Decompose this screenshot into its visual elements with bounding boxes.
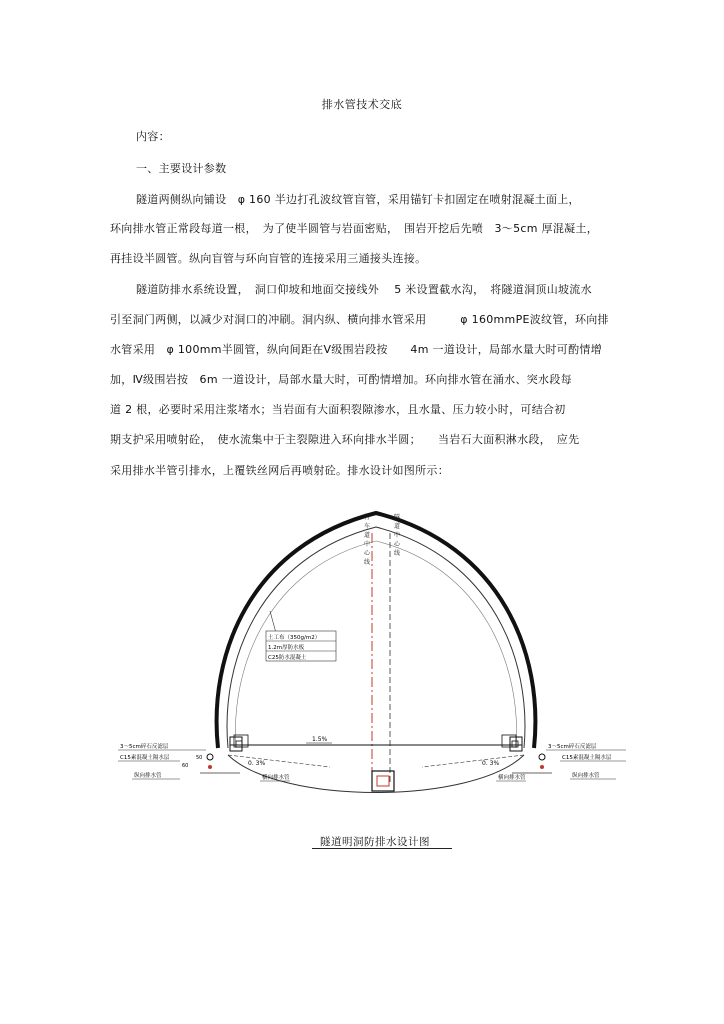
left-slope-label: 0. 3% bbox=[248, 760, 266, 767]
paragraph-line: 道 2 根，必要时采用注浆堵水；当岩面有大面积裂隙渗水，且水量、压力较小时，可结合初 bbox=[110, 403, 566, 416]
left-longitudinal-pipe bbox=[207, 754, 213, 760]
right-gravel-label: 3～5cm碎石反滤层 bbox=[548, 744, 597, 750]
figure-caption: 隧道明洞防排水设计图 bbox=[320, 836, 430, 848]
left-pipe-marker bbox=[208, 765, 212, 769]
label-char: 线 bbox=[394, 550, 401, 557]
paragraph-line: 期支护采用喷射砼， 使水流集中于主裂隙进入环向排水半圆； 当岩石大面积淋水段， 应先 bbox=[110, 433, 580, 446]
layer-label: C25防水混凝土 bbox=[268, 655, 307, 661]
label-char: 中 bbox=[394, 532, 401, 539]
tunnel-drainage-diagram bbox=[110, 505, 630, 850]
label-char: 心 bbox=[364, 550, 371, 557]
tunnel-cross-section bbox=[110, 505, 630, 850]
paragraph-line: 再挂设半圆管。纵向盲管与环向盲管的连接采用三通接头连接。 bbox=[110, 252, 427, 265]
cross-pipe-right-label: 横向排水管 bbox=[498, 775, 526, 781]
paragraph-line: 引至洞门两侧，以减少对洞口的冲刷。洞内纵、横向排水管采用 φ 160mmPE波纹管，环向排 bbox=[110, 313, 609, 326]
layer-label: 土工布（350g/m2） bbox=[268, 635, 321, 641]
caption-underline bbox=[312, 848, 452, 849]
center-drain-pit bbox=[372, 771, 394, 791]
lane-center-label bbox=[364, 513, 371, 566]
cross-pipe-left-label: 横向排水管 bbox=[262, 775, 290, 781]
label-char: 中 bbox=[364, 541, 371, 548]
left-gravel-label: 3～5cm碎石反滤层 bbox=[120, 744, 169, 750]
right-slope-label: 0. 3% bbox=[482, 760, 500, 767]
invert-curve bbox=[228, 755, 524, 793]
paragraph-line: 隧道防排水系统设置， 洞口仰坡和地面交接线外 5 米设置截水沟， 将隧道洞顶山坡流水 bbox=[136, 283, 592, 296]
layer-callout bbox=[266, 611, 336, 661]
right-pipe-label: 纵向排水管 bbox=[572, 773, 600, 779]
outer-lining-arch bbox=[217, 513, 536, 748]
paragraph-line: 加，Ⅳ级围岩按 6m 一道设计，局部水量大时，可酌情增加。环向排水管在涌水、突水段每 bbox=[110, 373, 572, 386]
dim-60-label: 60 bbox=[182, 763, 189, 769]
label-char: 车 bbox=[364, 523, 371, 530]
label-char: 道 bbox=[364, 532, 371, 539]
left-concrete-label: C15素混凝土隔水层 bbox=[120, 755, 170, 761]
dim-50-label: 50 bbox=[196, 755, 203, 761]
right-longitudinal-pipe bbox=[539, 754, 545, 760]
paragraph-line: 环向排水管正常段每道一根， 为了使半圆管与岩面密贴， 围岩开挖后先喷 3～5cm 厚混凝土， bbox=[110, 222, 599, 235]
label-char: 隧 bbox=[394, 514, 401, 521]
paragraph-line: 采用排水半管引排水，上覆铁丝网后再喷射砼。排水设计如图所示： bbox=[110, 464, 449, 477]
road-slope-label: 1.5% bbox=[312, 736, 328, 743]
label-char: 行 bbox=[364, 514, 371, 521]
content-label: 内容： bbox=[136, 130, 170, 143]
label-char: 心 bbox=[394, 541, 401, 548]
section-heading: 一、主要设计参数 bbox=[136, 162, 227, 175]
document-title: 排水管技术交底 bbox=[321, 98, 403, 111]
paragraph-line: 水管采用 φ 100mm半圆管，纵向间距在Ⅴ级围岩段按 4m 一道设计，局部水量大时可酌情增 bbox=[110, 343, 603, 356]
label-char: 线 bbox=[364, 559, 371, 566]
tunnel-center-label bbox=[394, 513, 401, 557]
left-pipe-label: 纵向排水管 bbox=[134, 773, 162, 779]
right-concrete-label: C15素混凝土隔水层 bbox=[562, 755, 612, 761]
right-pipe-marker bbox=[540, 765, 544, 769]
layer-label: 1.2m厚防水板 bbox=[268, 645, 305, 651]
label-char: 道 bbox=[394, 523, 401, 530]
paragraph-line: 隧道两侧纵向铺设 φ 160 半边打孔波纹管盲管，采用锚钉卡扣固定在喷射混凝土面上， bbox=[136, 193, 580, 206]
